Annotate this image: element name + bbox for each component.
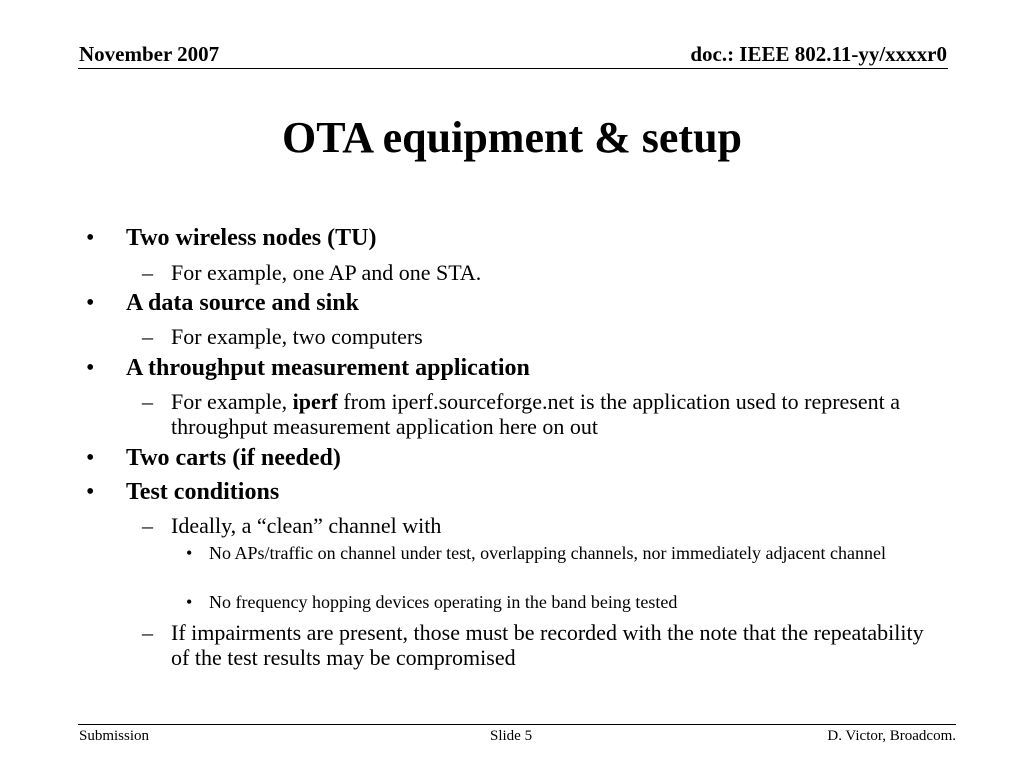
bullet-text: Two carts (if needed) xyxy=(126,445,341,471)
dash-marker: – xyxy=(142,260,153,285)
footer-submission: Submission xyxy=(79,728,150,744)
iperf-name: iperf xyxy=(292,389,338,414)
dash-marker: – xyxy=(142,324,153,349)
bullet-marker: • xyxy=(186,592,193,612)
bullet-marker: • xyxy=(86,445,95,471)
bullet-marker: • xyxy=(86,225,95,251)
bullet-marker: • xyxy=(86,355,95,381)
sub-bullet-text xyxy=(171,389,931,439)
sub-bullet-text: If impairments are present, those must be recorded with the note that the repeatability of the test results may be compromised xyxy=(171,620,924,670)
sub-bullet-text: For example, two computers xyxy=(171,324,423,349)
dash-marker: – xyxy=(142,620,153,645)
bullet-marker: • xyxy=(86,479,95,505)
footer-slide-number: Slide 5 xyxy=(490,728,533,744)
dash-marker: – xyxy=(142,389,153,414)
sub-bullet-text: Ideally, a “clean” channel with xyxy=(171,513,442,538)
bullet-text: A data source and sink xyxy=(126,290,359,316)
header-date: November 2007 xyxy=(79,42,220,66)
item-text: No APs/traffic on channel under test, overlapping channels, nor immediately adjacent channel xyxy=(209,543,886,563)
header-rule xyxy=(78,68,948,69)
dash-marker: – xyxy=(142,513,153,538)
slide-title: OTA equipment & setup xyxy=(281,113,743,162)
footer-rule xyxy=(78,724,956,725)
iperf-suffix: from iperf.sourceforge.net is the application used to represent a throughput measurement application here on out xyxy=(171,389,901,439)
item-text: No frequency hopping devices operating in the band being tested xyxy=(209,592,678,612)
bullet-marker: • xyxy=(86,290,95,316)
iperf-prefix: For example, xyxy=(171,389,293,414)
bullet-text: Two wireless nodes (TU) xyxy=(126,225,377,251)
bullet-text: Test conditions xyxy=(126,479,280,505)
bullet-text: A throughput measurement application xyxy=(126,355,530,381)
header-doc-id: doc.: IEEE 802.11-yy/xxxxr0 xyxy=(690,42,947,66)
sub-bullet-text: For example, one AP and one STA. xyxy=(171,260,482,285)
footer-author: D. Victor, Broadcom. xyxy=(827,728,956,744)
bullet-marker: • xyxy=(186,543,193,563)
